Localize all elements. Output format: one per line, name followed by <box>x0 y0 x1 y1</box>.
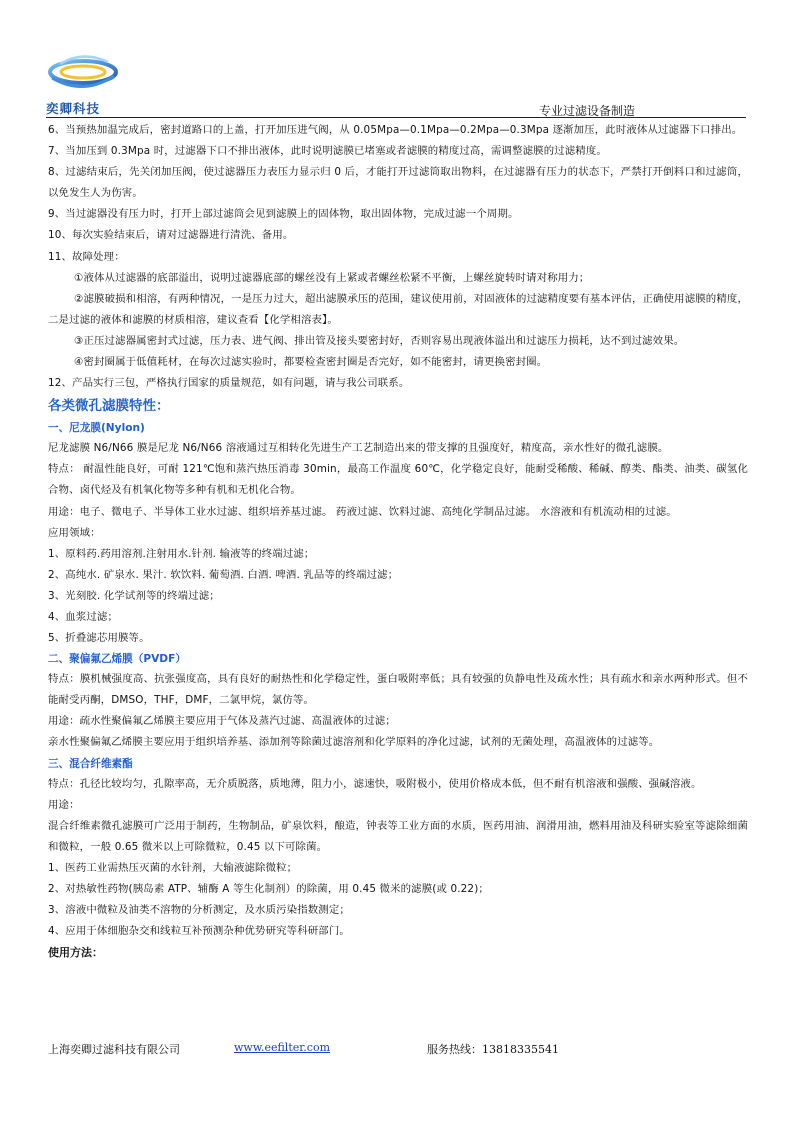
indented-paragraph: ①液体从过滤器的底部溢出，说明过滤器底部的螺丝没有上紧或者螺丝松紧不平衡，上螺丝旋转时请对称用力； <box>74 271 590 284</box>
header-tagline: 专业过滤设备制造 <box>539 104 636 118</box>
document-body <box>48 120 748 964</box>
paragraph: 10、每次实验结束后，请对过滤器进行清洗、备用。 <box>48 229 294 242</box>
logo-text: 奕卿科技 <box>46 101 101 116</box>
subsection-title: 二、聚偏氟乙烯膜（PVDF） <box>48 653 186 666</box>
paragraph: 2、高纯水. 矿泉水. 果汁. 软饮料. 葡萄酒. 白酒. 啤酒. 乳品等的终端过滤； <box>48 568 399 581</box>
paragraph: 1、原料药.药用溶剂.注射用水.针剂. 输液等的终端过滤； <box>48 547 315 560</box>
paragraph: 4、血浆过滤； <box>48 610 119 623</box>
indented-paragraph: ③正压过滤器属密封式过滤，压力表、进气阀、排出管及接头要密封好，否则容易出现液体溢出和过滤压力损耗，达不到过滤效果。 <box>74 334 685 347</box>
header-divider <box>46 117 746 118</box>
indented-paragraph: ②滤膜破损和相溶，有两种情况，一是压力过大，超出滤膜承压的范围，建议使用前，对固液体的过滤精度要有基本评估，正确使用滤膜的精度，二是过滤的液体和滤膜的材质相溶，建议查看【化学相溶表】。 <box>48 292 748 326</box>
paragraph: 4、应用于体细胞杂交和线粒互补预测杂种优势研究等科研部门。 <box>48 925 350 938</box>
paragraph: 5、折叠滤芯用膜等。 <box>48 632 150 645</box>
paragraph: 3、溶液中微粒及油类不溶物的分析测定，及水质污染指数测定； <box>48 904 350 917</box>
paragraph: 1、医药工业需热压灭菌的水针剂，大输液滤除微粒； <box>48 861 298 874</box>
paragraph: 9、当过滤器没有压力时，打开上部过滤筒会见到滤膜上的固体物，取出固体物，完成过滤一个周期。 <box>48 208 519 221</box>
paragraph: 亲水性聚偏氟乙烯膜主要应用于组织培养基、添加剂等除菌过滤溶剂和化学原料的净化过滤，试剂的无菌处理，高温液体的过滤等。 <box>48 736 660 749</box>
section-title: 各类微孔滤膜特性： <box>48 398 170 415</box>
paragraph: 8、过滤结束后，先关闭加压阀，使过滤器压力表压力显示归 0 后，才能打开过滤筒取出物料，在过滤器有压力的状态下，严禁打开倒料口和过滤筒，以免发生人为伤害。 <box>48 166 748 200</box>
footer-website-link[interactable]: www.eefilter.com <box>234 1041 331 1054</box>
paragraph: 6、当预热加温完成后，密封道路口的上盖，打开加压进气阀，从 0.05Mpa—0.1Mpa—0.2Mpa—0.3Mpa 逐渐加压，此时液体从过滤器下口排出。 <box>48 124 743 136</box>
paragraph: 特点： 耐温性能良好，可耐 121℃饱和蒸汽热压消毒 30min，最高工作温度 60℃，化学稳定良好，能耐受稀酸、稀碱、醇类、酯类、油类、碳氢化合物、卤代烃及有机氧化物等多种有机和无机化合物。 <box>48 463 748 497</box>
paragraph: 7、当加压到 0.3Mpa 时，过滤器下口不排出液体，此时说明滤膜已堵塞或者滤膜的精度过高，需调整滤膜的过滤精度。 <box>48 145 607 158</box>
paragraph: 2、对热敏性药物(胰岛素 ATP、辅酶 A 等生化制剂）的除菌，用 0.45 微米的滤膜(或 0.22)； <box>48 883 489 895</box>
paragraph: 用途： <box>48 798 80 811</box>
bold-heading: 使用方法： <box>48 946 103 960</box>
indented-paragraph: ④密封圈属于低值耗材，在每次过滤实验时，都要检查密封圈是否完好，如不能密封，请更换密封圈。 <box>74 356 548 369</box>
paragraph: 用途：电子、微电子、半导体工业水过滤、组织培养基过滤。 药液过滤、饮料过滤、高纯化学制品过滤。 水溶液和有机流动相的过滤。 <box>48 505 677 518</box>
paragraph: 3、光刻胶. 化学试剂等的终端过滤； <box>48 589 220 602</box>
paragraph: 特点：膜机械强度高、抗张强度高，具有良好的耐热性和化学稳定性，蛋白吸附率低；具有较强的负静电性及疏水性；具有疏水和亲水两种形式。但不能耐受丙酮，DMSO，THF，DMF，二氯甲烷，氯仿等。 <box>48 673 748 707</box>
paragraph: 混合纤维素微孔滤膜可广泛用于制药，生物制品，矿泉饮料，酿造，钟表等工业方面的水质，医药用油、润滑用油，燃料用油及科研实验室等滤除细菌和微粒，一般 0.65 微米以上可除微粒，0.45 以下可除菌。 <box>48 819 748 853</box>
paragraph: 用途：疏水性聚偏氟乙烯膜主要应用于气体及蒸汽过滤、高温液体的过滤； <box>48 715 396 728</box>
subsection-title: 一、尼龙膜(Nylon) <box>48 422 145 435</box>
paragraph: 11、故障处理： <box>48 250 125 263</box>
paragraph: 12、产品实行三包，严格执行国家的质量规范，如有问题，请与我公司联系。 <box>48 377 410 390</box>
page-footer <box>48 1041 748 1057</box>
paragraph: 尼龙滤膜 N6/N66 膜是尼龙 N6/N66 溶液通过互相转化先进生产工艺制造出来的带支撑的且强度好，精度高，亲水性好的微孔滤膜。 <box>48 442 669 455</box>
footer-hotline: 服务热线：13818335541 <box>427 1043 559 1056</box>
paragraph: 应用领域： <box>48 526 101 539</box>
subsection-title: 三、混合纤维素酯 <box>48 757 133 770</box>
paragraph: 特点：孔径比较均匀，孔隙率高，无介质脱落，质地薄，阻力小，滤速快，吸附极小，使用价格成本低，但不耐有机溶液和强酸、强碱溶液。 <box>48 777 702 790</box>
footer-company: 上海奕卿过滤科技有限公司 <box>48 1043 180 1056</box>
